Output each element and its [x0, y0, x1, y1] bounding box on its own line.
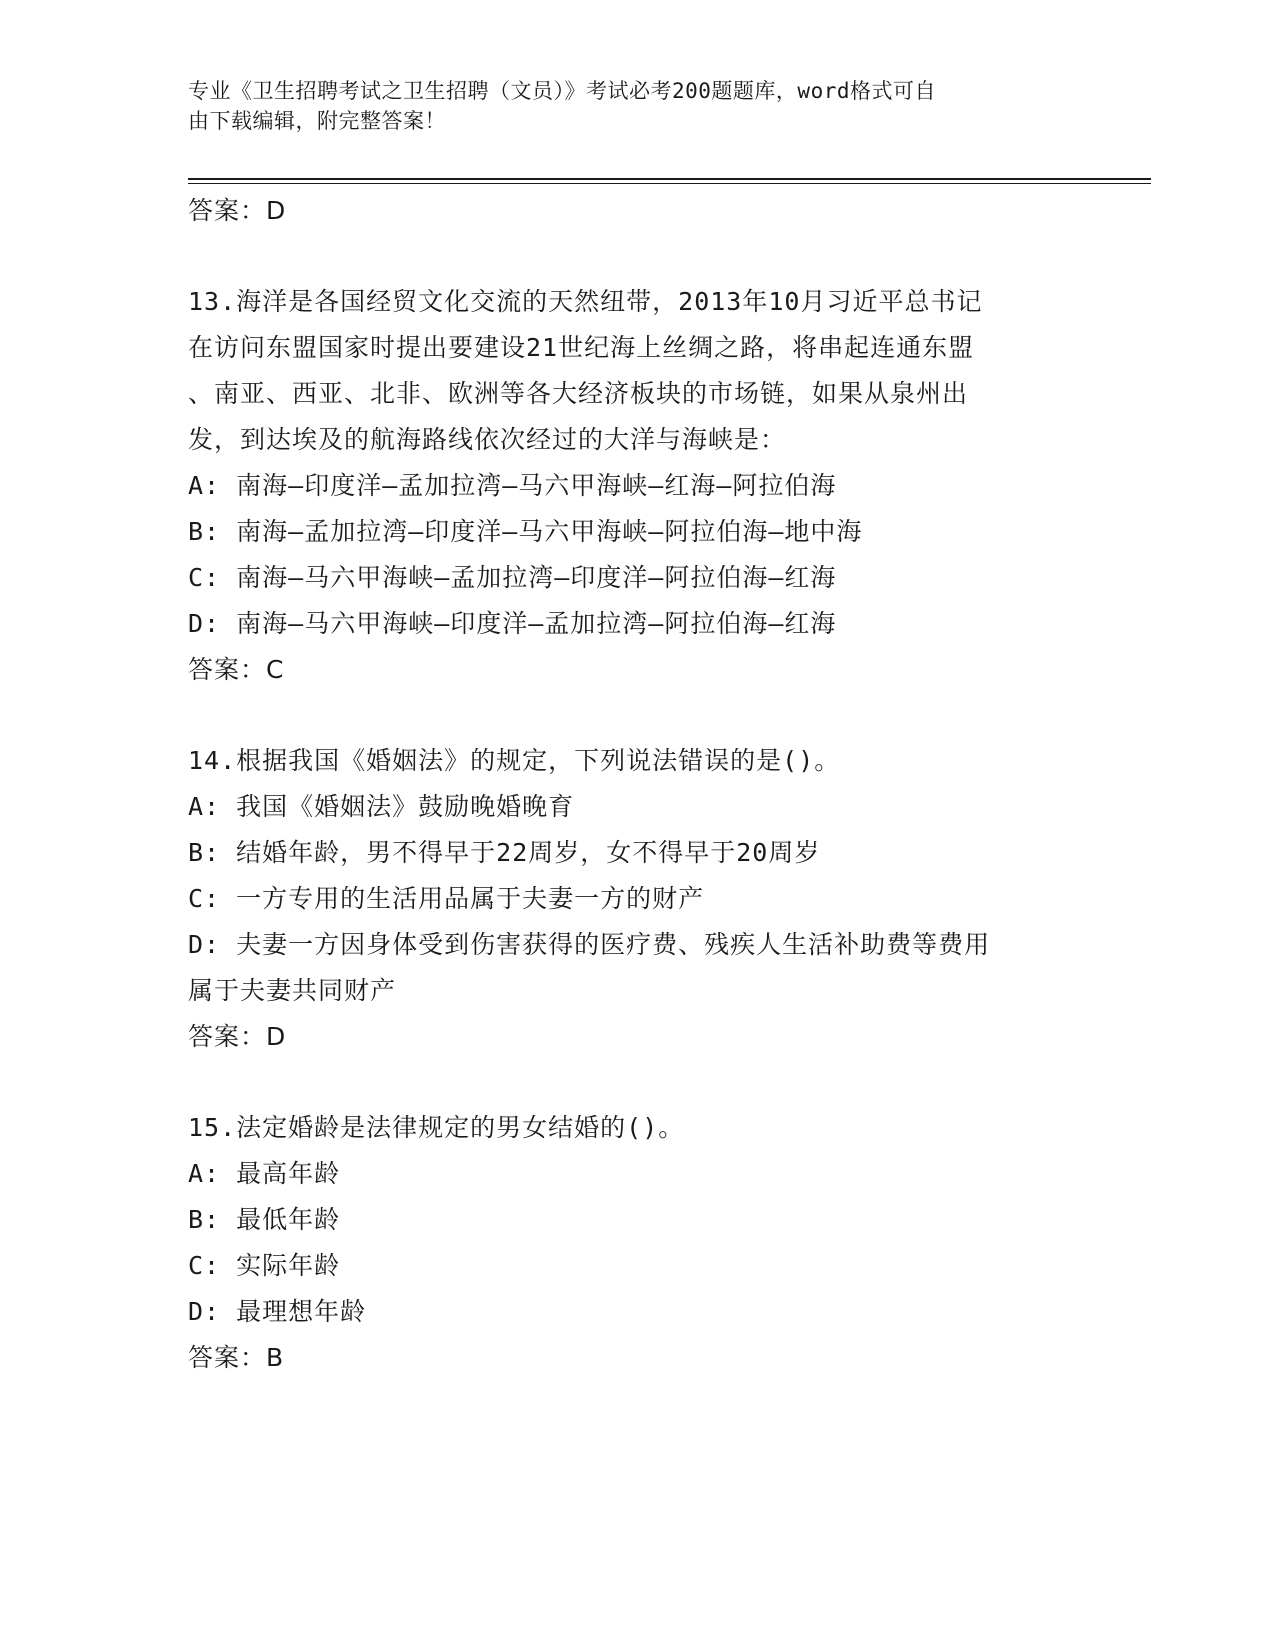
option-c: C: 实际年龄 [188, 1251, 341, 1280]
question-stem-line: 14.根据我国《婚姻法》的规定，下列说法错误的是()。 [188, 746, 841, 775]
question-15 [188, 1105, 1088, 1381]
question-stem-line: 发，到达埃及的航海路线依次经过的大洋与海峡是： [188, 425, 787, 454]
question-stem-line: 、南亚、西亚、北非、欧洲等各大经济板块的市场链，如果从泉州出 [188, 379, 969, 408]
header-rule-thick [188, 178, 1151, 180]
option-a: A: 南海—印度洋—孟加拉湾—马六甲海峡—红海—阿拉伯海 [188, 471, 837, 500]
option-a: A: 最高年龄 [188, 1159, 341, 1188]
question-14 [188, 738, 1088, 1060]
header-line-1: 专业《卫生招聘考试之卫生招聘（文员）》考试必考200题题库，word格式可自 [188, 79, 936, 103]
question-stem-line: 在访问东盟国家时提出要建设21世纪海上丝绸之路，将串起连通东盟 [188, 333, 975, 362]
previous-answer: 答案：D [188, 196, 287, 225]
option-c: C: 一方专用的生活用品属于夫妻一方的财产 [188, 884, 705, 913]
option-b: B: 结婚年龄，男不得早于22周岁，女不得早于20周岁 [188, 838, 821, 867]
header-line-2: 由下载编辑，附完整答案！ [188, 109, 446, 133]
document-body [188, 188, 1088, 1381]
question-13 [188, 279, 1088, 693]
spacer [188, 1060, 1088, 1105]
option-d: D: 南海—马六甲海峡—印度洋—孟加拉湾—阿拉伯海—红海 [188, 609, 837, 638]
spacer [188, 234, 1088, 279]
option-a: A: 我国《婚姻法》鼓励晚婚晚育 [188, 792, 575, 821]
option-b: B: 最低年龄 [188, 1205, 341, 1234]
option-b: B: 南海—孟加拉湾—印度洋—马六甲海峡—阿拉伯海—地中海 [188, 517, 863, 546]
question-stem-line: 13.海洋是各国经贸文化交流的天然纽带，2013年10月习近平总书记 [188, 287, 983, 316]
option-d: D: 最理想年龄 [188, 1297, 367, 1326]
question-stem-line: 15.法定婚龄是法律规定的男女结婚的()。 [188, 1113, 685, 1142]
answer: 答案：C [188, 655, 285, 684]
page-header [188, 76, 1068, 136]
option-c: C: 南海—马六甲海峡—孟加拉湾—印度洋—阿拉伯海—红海 [188, 563, 837, 592]
answer: 答案：D [188, 1022, 287, 1051]
option-d: D: 夫妻一方因身体受到伤害获得的医疗费、残疾人生活补助费等费用 [188, 930, 991, 959]
option-d-continued: 属于夫妻共同财产 [188, 976, 397, 1005]
spacer [188, 693, 1088, 738]
header-rule-thin [188, 183, 1151, 184]
answer: 答案：B [188, 1343, 285, 1372]
